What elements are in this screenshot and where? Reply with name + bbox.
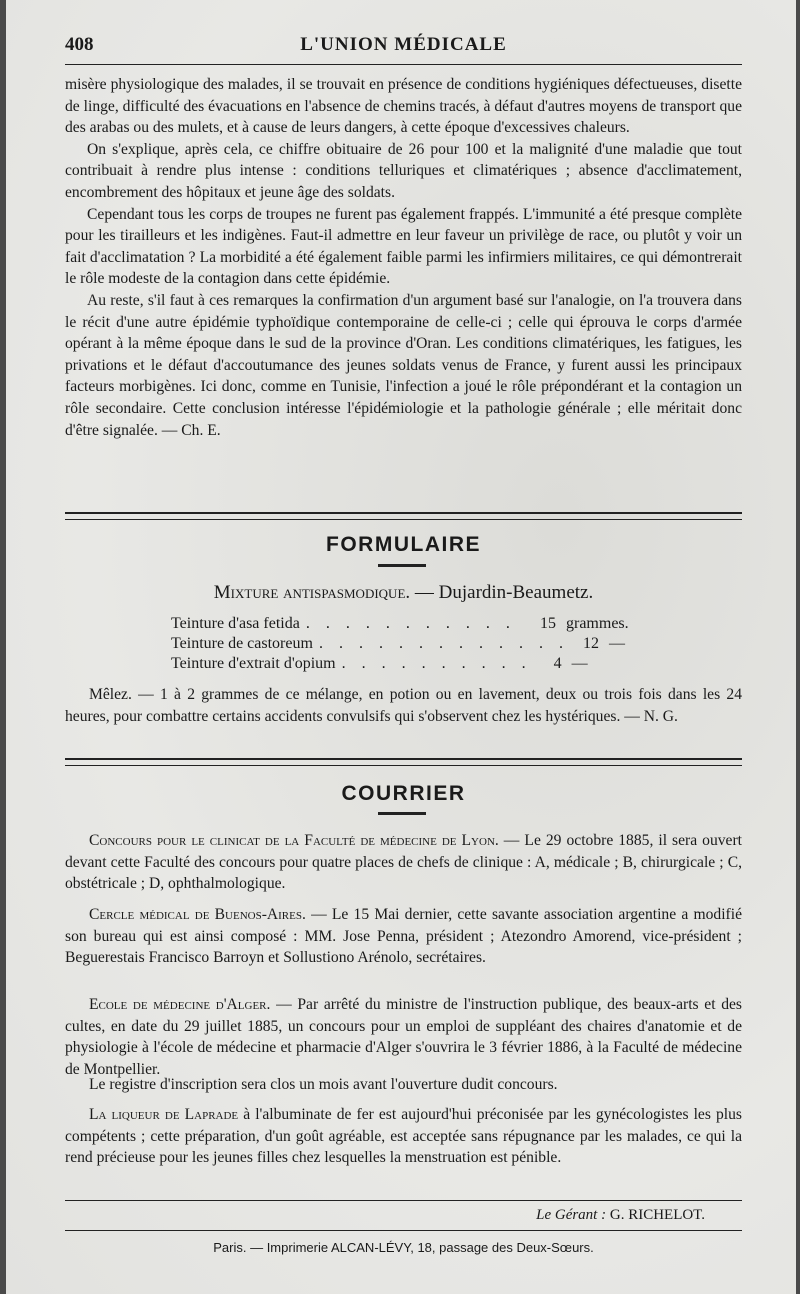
leader-dots: . . . . . . . . . . bbox=[341, 655, 532, 672]
courrier-item bbox=[65, 904, 742, 969]
article-paragraph: On s'explique, après cela, ce chiffre obituaire de 26 pour 100 et la malignité d'une maladie que tout contribuait à rendre plus intense : conditions telluriques et climatériques ; absence d'acclimatement, encombrement des hôpitaux et jeune âge des soldats. bbox=[65, 140, 742, 201]
gerant-signature bbox=[65, 1207, 705, 1224]
instructions-text: Mêlez. — 1 à 2 grammes de ce mélange, en potion ou en lavement, deux ou trois fois dans les 24 heures, pour combattre certains accidents convulsifs qui s'observent chez les hystériques. — N. G. bbox=[65, 686, 742, 725]
formula-author: — Dujardin-Beaumetz. bbox=[410, 582, 594, 603]
section-divider bbox=[65, 758, 742, 766]
ingredient-row bbox=[171, 614, 651, 634]
article-paragraph: Au reste, s'il faut à ces remarques la confirmation d'un argument basé sur l'analogie, on l'a trouvera dans le récit d'une autre épidémie typhoïdique contemporaine de celle-ci ; celle qui éprouva le corps d'armée opérant à la même époque dans le sud de la province d'Oran. Les conditions climatériques, les fatigues, les privations et le défaut d'accoutumance des jeunes soldats venus de France, y furent aussi les principaux facteurs morbigènes. Ici donc, comme en Tunisie, l'infection a joué le rôle prépondérant et la contagion un rôle secondaire. Cette conclusion intéresse l'épidémiologie et la pathologie générale ; elle méritait donc d'être signalée. — Ch. E. bbox=[65, 291, 742, 439]
item-text: à l'albuminate de fer est aujourd'hui préconisée par les gynécologistes les plus compétents ; cette préparation, d'un goût agréable, est acceptée sans répugnance par les malades, ce qui la rend précieuse pour les jeunes filles chez lesquelles la menstruation est pénible. bbox=[65, 1106, 742, 1167]
ingredient-row bbox=[171, 654, 651, 674]
leader-dots: . . . . . . . . . . . . . bbox=[318, 635, 569, 652]
courrier-item bbox=[65, 1074, 742, 1096]
ingredient-name: Teinture d'extrait d'opium bbox=[171, 655, 336, 672]
footer-rule bbox=[65, 1200, 742, 1201]
item-text: — Le 15 Mai dernier, cette savante association argentine a modifié son bureau qui est ainsi composé : MM. Jose Penna, président ; Atezondro Amorend, vice-président ; Beguerestais Francisco Barroyn et Sollustiono Arénolo, secrétaires. bbox=[65, 906, 742, 967]
ingredient-unit: grammes. bbox=[566, 615, 629, 632]
formula-instructions bbox=[65, 684, 742, 727]
courrier-item bbox=[65, 830, 742, 895]
formula-title bbox=[65, 582, 742, 604]
ingredient-unit: — bbox=[608, 635, 625, 652]
formulaire-heading: FORMULAIRE bbox=[326, 533, 481, 556]
item-text: Le registre d'inscription sera clos un mois avant l'ouverture dudit concours. bbox=[89, 1076, 558, 1093]
page-number: 408 bbox=[65, 34, 94, 55]
heading-underline bbox=[378, 564, 426, 567]
section-divider bbox=[65, 512, 742, 520]
item-lead: Ecole de médecine d'Alger. bbox=[89, 996, 271, 1013]
running-title: L'UNION MÉDICALE bbox=[300, 34, 507, 55]
ingredient-list bbox=[171, 614, 651, 674]
printer-imprint: Paris. — Imprimerie ALCAN-LÉVY, 18, passage des Deux-Sœurs. bbox=[213, 1240, 594, 1255]
gerant-name: G. RICHELOT. bbox=[606, 1207, 705, 1223]
leader-dots: . . . . . . . . . . . bbox=[305, 615, 516, 632]
courrier-heading: COURRIER bbox=[341, 782, 466, 805]
courrier-item bbox=[65, 994, 742, 1080]
page-header bbox=[65, 30, 742, 60]
gerant-label: Le Gérant : bbox=[536, 1207, 607, 1223]
article-paragraph: Cependant tous les corps de troupes ne furent pas également frappés. L'immunité a été presque complète pour les tirailleurs et les indigènes. Faut-il admettre en leur faveur un privilège de race, ou plutôt y voir un fait d'acclimatation ? La morbidité a été également faible parmi les infirmiers militaires, ce qui démontrerait le rôle modeste de la contagion dans cette épidémie. bbox=[65, 205, 742, 288]
article-body bbox=[65, 74, 742, 441]
item-text: — Par arrêté du ministre de l'instruction publique, des beaux-arts et des cultes, en date du 29 juillet 1885, un concours pour un emploi de suppléant des chaires d'anatomie et de physiologie à l'école de médecine et pharmacie d'Alger s'ouvrira le 3 février 1886, à la Faculté de médecine de Montpellier. bbox=[65, 996, 742, 1078]
item-text: — Le 29 octobre 1885, il sera ouvert devant cette Faculté des concours pour quatre places de chefs de clinique : A, médicale ; B, chirurgicale ; C, obstétricale ; D, ophthalmologique. bbox=[65, 832, 742, 893]
courrier-item bbox=[65, 1104, 742, 1169]
item-lead: Cercle médical de Buenos-Aires. bbox=[89, 906, 306, 923]
ingredient-quantity: 12 bbox=[582, 635, 599, 652]
article-paragraph: misère physiologique des malades, il se trouvait en présence de conditions hygiéniques défectueuses, disette de linge, difficulté des évacuations en l'absence de chemins tracés, à défaut d'autres moyens de transport que des arabas ou des mulets, et à cause de leurs dangers, à cette époque d'excessives chaleurs. bbox=[65, 76, 742, 137]
item-lead: Concours pour le clinicat de la Faculté de médecine de Lyon. bbox=[89, 832, 499, 849]
header-rule bbox=[65, 64, 742, 65]
ingredient-name: Teinture d'asa fetida bbox=[171, 615, 300, 632]
footer-rule bbox=[65, 1230, 742, 1231]
formula-name: Mixture antispasmodique. bbox=[213, 582, 411, 603]
newspaper-page bbox=[6, 0, 796, 1294]
item-lead: La liqueur de Laprade bbox=[89, 1106, 239, 1123]
ingredient-name: Teinture de castoreum bbox=[171, 635, 313, 652]
ingredient-row bbox=[171, 634, 651, 654]
ingredient-unit: — bbox=[571, 655, 588, 672]
heading-underline bbox=[378, 812, 426, 815]
ingredient-quantity: 15 bbox=[540, 615, 556, 632]
ingredient-quantity: 4 bbox=[553, 655, 562, 672]
